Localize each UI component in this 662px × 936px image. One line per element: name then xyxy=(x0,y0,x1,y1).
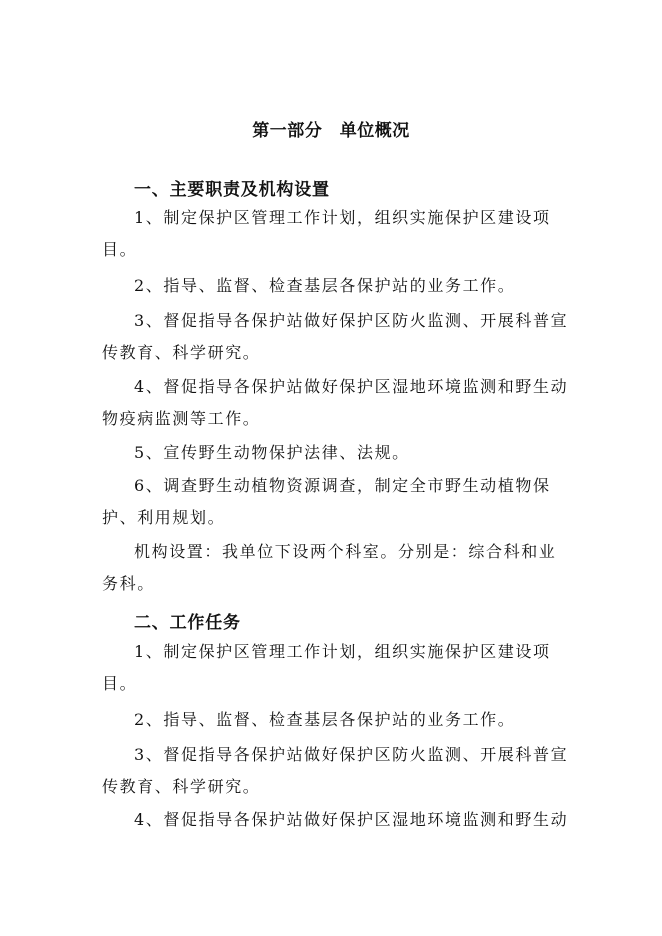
paragraph-duty-6: 6、调查野生动植物资源调查，制定全市野生动植物保护、利用规划。 xyxy=(102,476,551,527)
paragraph-task-4: 4、督促指导各保护站做好保护区湿地环境监测和野生动 xyxy=(134,810,569,829)
paragraph-task-3: 3、督促指导各保护站做好保护区防火监测、开展科普宣传教育、科学研究。 xyxy=(102,745,569,796)
paragraph-task-2: 2、指导、监督、检查基层各保护站的业务工作。 xyxy=(134,710,516,729)
paragraph-duty-2: 2、指导、监督、检查基层各保护站的业务工作。 xyxy=(134,276,516,295)
paragraph-task-1: 1、制定保护区管理工作计划，组织实施保护区建设项目。 xyxy=(102,642,551,693)
paragraph-duty-5: 5、宣传野生动物保护法律、法规。 xyxy=(134,443,410,462)
page-title: 第一部分 单位概况 xyxy=(252,121,410,141)
section-heading-duties: 一、主要职责及机构设置 xyxy=(134,180,330,200)
paragraph-organization: 机构设置：我单位下设两个科室。分别是：综合科和业务科。 xyxy=(102,542,557,593)
section-heading-tasks: 二、工作任务 xyxy=(134,613,241,633)
paragraph-duty-4: 4、督促指导各保护站做好保护区湿地环境监测和野生动物疫病监测等工作。 xyxy=(102,377,569,428)
paragraph-duty-1: 1、制定保护区管理工作计划，组织实施保护区建设项目。 xyxy=(102,208,551,259)
paragraph-duty-3: 3、督促指导各保护站做好保护区防火监测、开展科普宣传教育、科学研究。 xyxy=(102,311,569,362)
